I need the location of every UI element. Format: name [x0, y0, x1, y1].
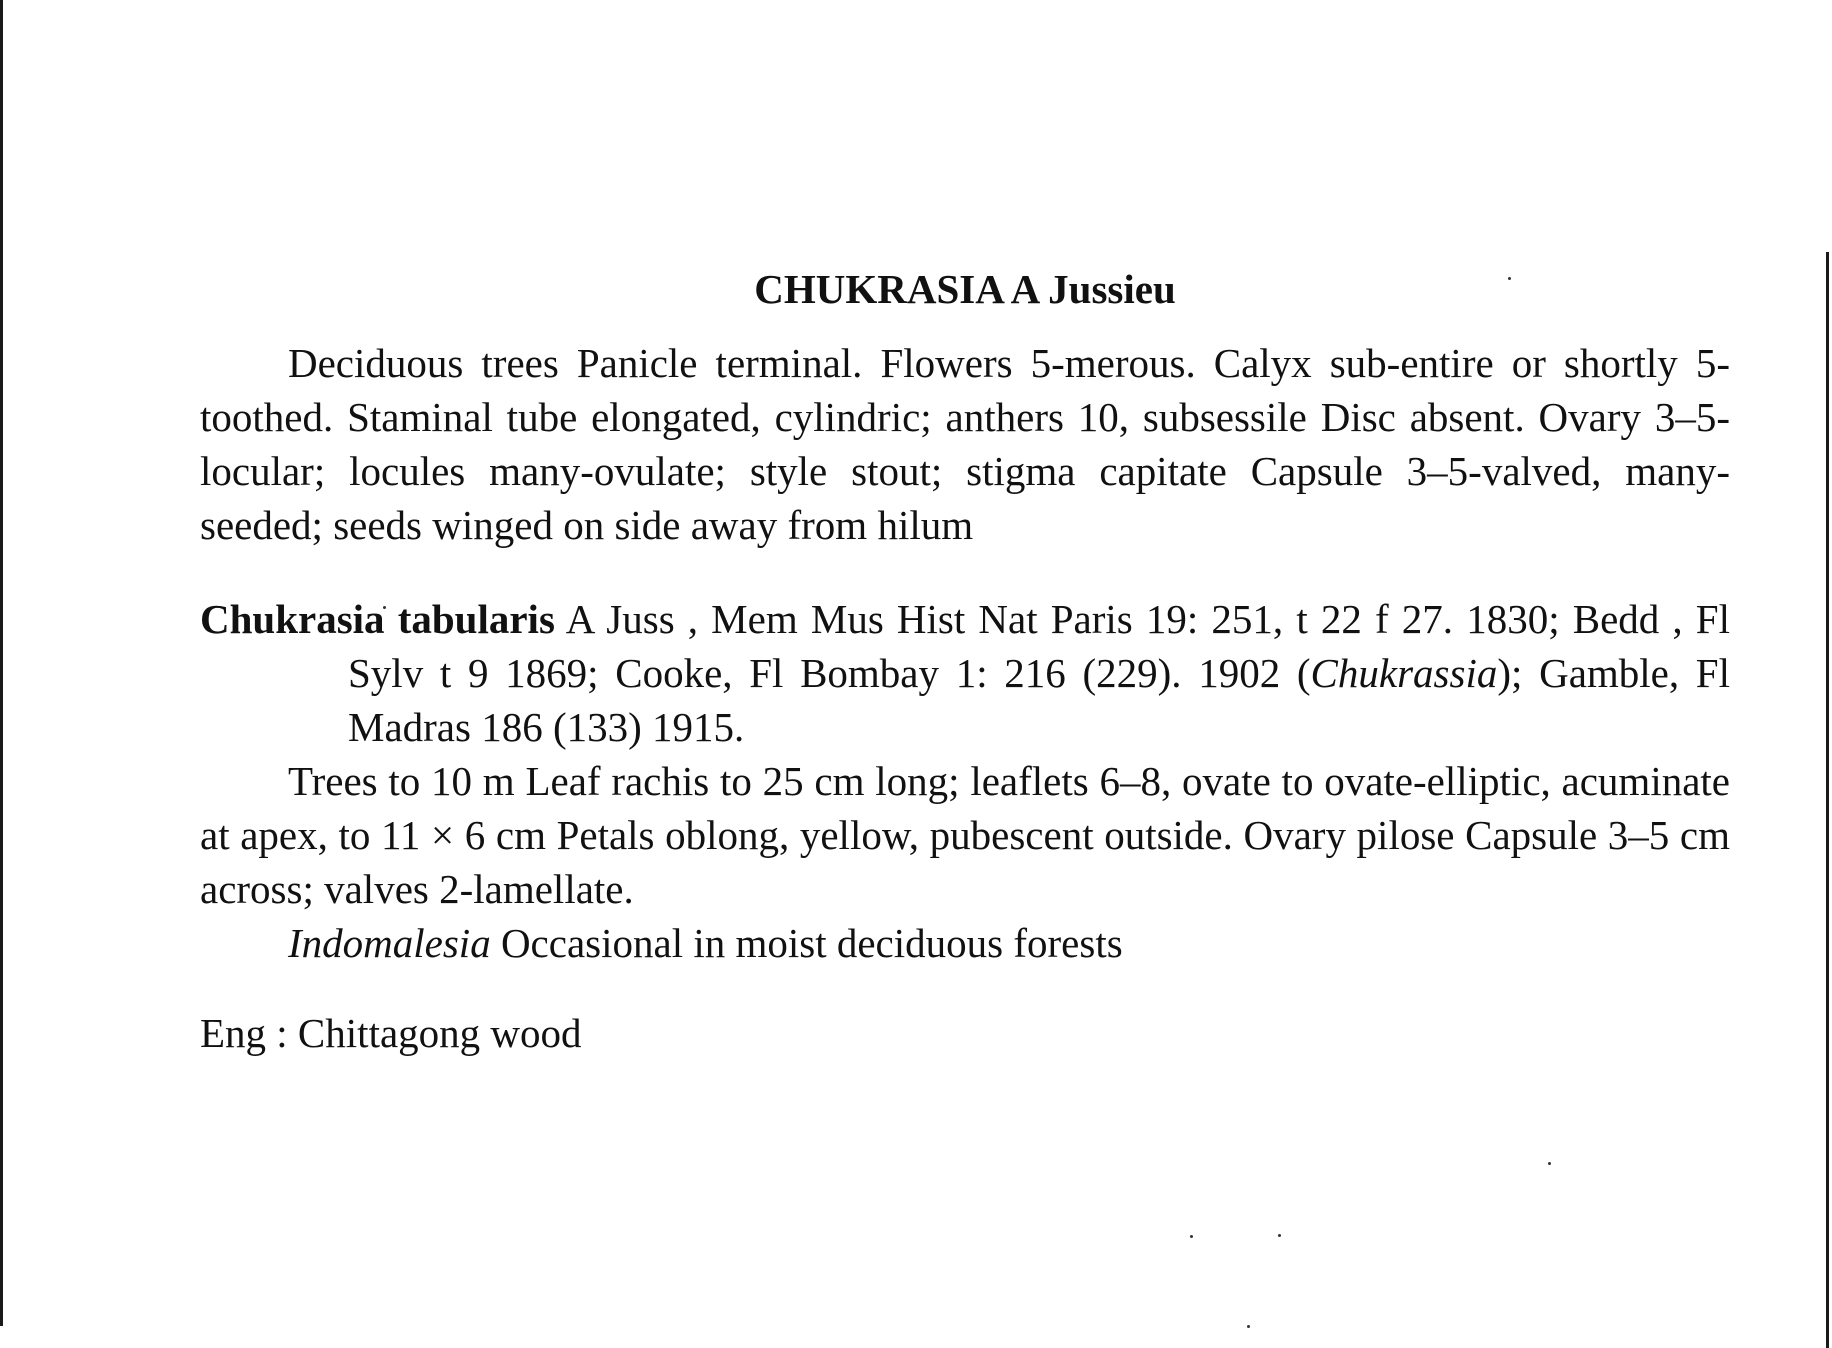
genus-heading — [200, 262, 1730, 316]
citation-text-end: ); Gamble, Fl Madras 186 (133) 1915. — [348, 650, 1731, 750]
citation-text: A Juss , Mem Mus Hist Nat Paris 19: 251, t 22 f 27. 1830; Bedd , Fl Sylv t 9 1869; Cooke, Fl Bombay 1: 216 (229). 1902 ( — [348, 596, 1730, 696]
species-distribution — [200, 916, 1730, 970]
distribution-region: Indomalesia — [288, 920, 491, 966]
genus-description: Deciduous trees Panicle terminal. Flowers 5-merous. Calyx sub-entire or shortly 5-toothed. Staminal tube elongated, cylindric; anthers 10, subsessile Disc absent. Ovary 3–5-locular; locules many-ovulate; style stout; stigma capitate Capsule 3–5-valved, many-seeded; seeds winged on side away from hilum — [200, 340, 1730, 548]
flora-entry — [200, 262, 1730, 1060]
genus-author: A Jussieu — [1010, 266, 1176, 312]
scan-left-edge — [0, 0, 3, 1326]
species-description: Trees to 10 m Leaf rachis to 25 cm long; leaflets 6–8, ovate to ovate-elliptic, acuminate at apex, to 11 × 6 cm Petals oblong, yellow, pubescent outside. Ovary pilose Capsule 3–5 cm across; valves 2-lamellate. — [200, 758, 1730, 912]
scan-right-edge — [1826, 252, 1829, 1348]
scan-speck — [1548, 1162, 1551, 1165]
common-name: Eng : Chittagong wood — [200, 1010, 582, 1056]
species-citation — [200, 592, 1730, 754]
distribution-text: Occasional in moist deciduous forests — [490, 920, 1123, 966]
scan-speck — [1247, 1325, 1250, 1328]
citation-synonym: Chukrassia — [1310, 650, 1498, 696]
species-name: Chukrasia tabularis — [200, 596, 555, 642]
scan-speck — [1278, 1234, 1281, 1237]
scan-speck — [1190, 1235, 1193, 1238]
genus-name: CHUKRASIA — [754, 266, 1003, 312]
